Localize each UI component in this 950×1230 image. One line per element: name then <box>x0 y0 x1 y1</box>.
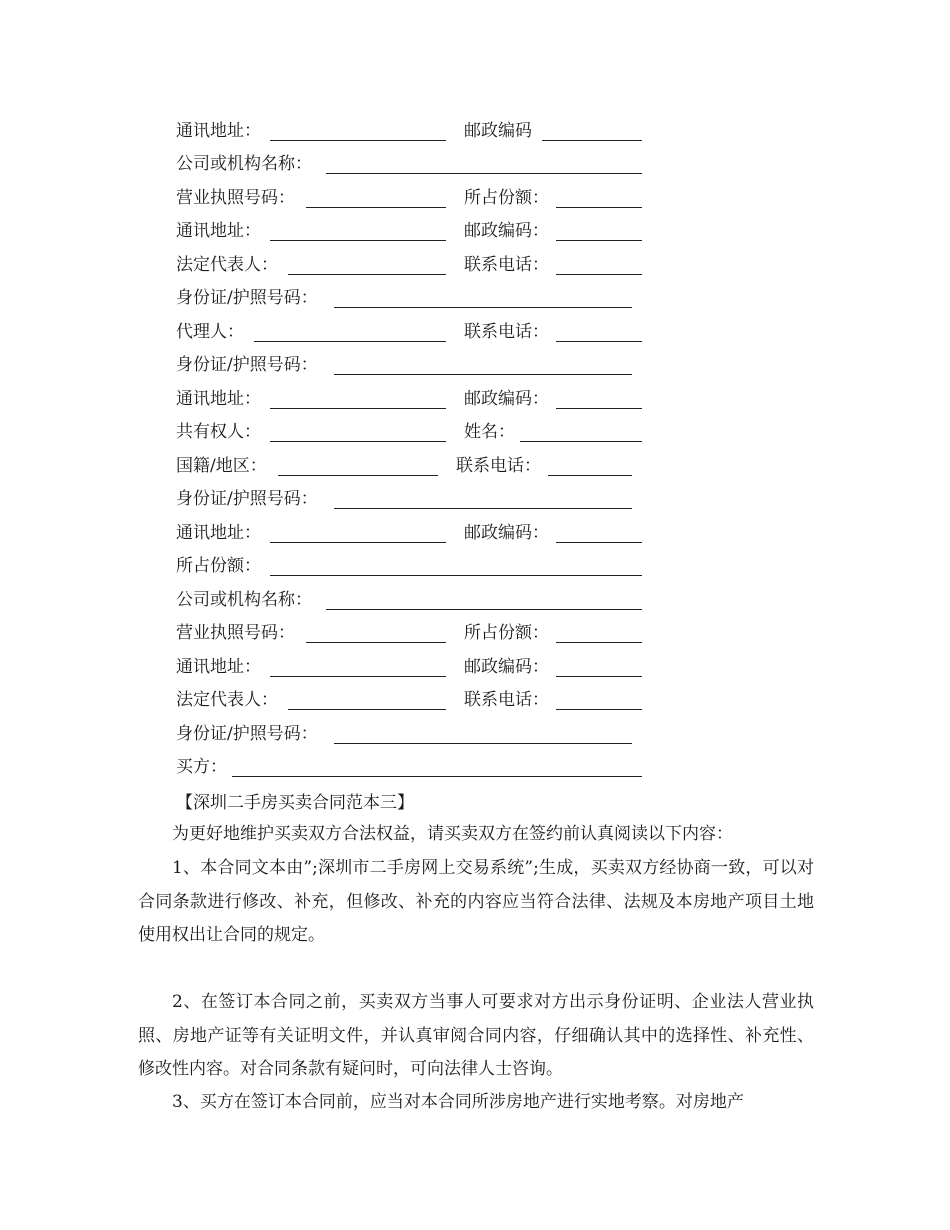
fill-in-blank[interactable] <box>326 173 642 174</box>
field-label: 所占份额： <box>176 556 261 576</box>
fill-in-blank[interactable] <box>270 140 446 141</box>
paragraph-item-3: 3、买方在签订本合同前，应当对本合同所涉房地产进行实地考察。对房地产 <box>172 1092 744 1112</box>
fill-in-blank[interactable] <box>556 408 642 409</box>
field-label: 身份证/护照号码： <box>176 489 318 509</box>
field-label: 所占份额： <box>464 623 549 643</box>
field-label: 通讯地址： <box>176 657 261 677</box>
field-label: 身份证/护照号码： <box>176 288 318 308</box>
field-label: 公司或机构名称： <box>176 154 312 174</box>
field-label: 邮政编码 <box>464 121 532 141</box>
form-row <box>176 285 646 311</box>
fill-in-blank[interactable] <box>556 274 642 275</box>
field-label: 国籍/地区： <box>176 456 267 476</box>
field-label: 公司或机构名称： <box>176 590 312 610</box>
form-row <box>176 620 646 646</box>
field-label: 联系电话： <box>456 456 541 476</box>
fill-in-blank[interactable] <box>232 776 642 777</box>
field-label: 姓名： <box>464 422 515 442</box>
field-label: 身份证/护照号码： <box>176 724 318 744</box>
field-label: 邮政编码： <box>464 657 549 677</box>
fill-in-blank[interactable] <box>556 709 642 710</box>
fill-in-blank[interactable] <box>334 307 632 308</box>
form-row <box>176 319 646 345</box>
fill-in-blank[interactable] <box>270 542 446 543</box>
field-label: 营业执照号码： <box>176 188 295 208</box>
fill-in-blank[interactable] <box>520 441 642 442</box>
fill-in-blank[interactable] <box>334 374 632 375</box>
form-row <box>176 118 646 144</box>
fill-in-blank[interactable] <box>270 408 446 409</box>
fill-in-blank[interactable] <box>306 642 446 643</box>
fill-in-blank[interactable] <box>334 743 632 744</box>
field-label: 联系电话： <box>464 255 549 275</box>
field-label: 代理人： <box>176 322 244 342</box>
fill-in-blank[interactable] <box>270 240 446 241</box>
form-row <box>176 721 646 747</box>
fill-in-blank[interactable] <box>548 475 632 476</box>
paragraph-intro: 为更好地维护买卖双方合法权益，请买卖双方在签约前认真阅读以下内容： <box>172 824 733 844</box>
paragraph-item-1: 1、本合同文本由”;深圳市二手房网上交易系统”;生成，买卖双方经协商一致，可以对合同条款进行修改、补充，但修改、补充的内容应当符合法律、法规及本房地产项目土地使用权出让合同的规定。 <box>138 858 814 946</box>
section-heading: 【深圳二手房买卖合同范本三】 <box>176 793 414 813</box>
field-label: 法定代表人： <box>176 255 278 275</box>
fill-in-blank[interactable] <box>556 542 642 543</box>
fill-in-blank[interactable] <box>334 508 632 509</box>
form-row <box>176 687 646 713</box>
form-row <box>176 218 646 244</box>
field-label: 通讯地址： <box>176 221 261 241</box>
field-label: 邮政编码： <box>464 523 549 543</box>
field-label: 通讯地址： <box>176 121 261 141</box>
form-row <box>176 654 646 680</box>
fill-in-blank[interactable] <box>270 676 446 677</box>
fill-in-blank[interactable] <box>254 341 446 342</box>
field-label: 邮政编码： <box>464 221 549 241</box>
field-label: 通讯地址： <box>176 389 261 409</box>
paragraph-item-2: 2、在签订本合同之前，买卖双方当事人可要求对方出示身份证明、企业法人营业执照、房地产证等有关证明文件，并认真审阅合同内容，仔细确认其中的选择性、补充性、修改性内容。对合同条款有疑问时，可向法律人士咨询。 <box>138 992 814 1080</box>
fill-in-blank[interactable] <box>270 441 446 442</box>
field-label: 法定代表人： <box>176 690 278 710</box>
form-row <box>176 419 646 445</box>
fill-in-blank[interactable] <box>556 207 642 208</box>
field-label: 身份证/护照号码： <box>176 355 318 375</box>
fill-in-blank[interactable] <box>542 140 642 141</box>
fill-in-blank[interactable] <box>278 475 438 476</box>
field-label: 买方： <box>176 757 227 777</box>
fill-in-blank[interactable] <box>556 642 642 643</box>
form-row <box>176 185 646 211</box>
field-label: 联系电话： <box>464 690 549 710</box>
form-row <box>176 486 646 512</box>
fill-in-blank[interactable] <box>306 207 446 208</box>
form-row <box>176 252 646 278</box>
fill-in-blank[interactable] <box>288 274 446 275</box>
field-label: 联系电话： <box>464 322 549 342</box>
field-label: 营业执照号码： <box>176 623 295 643</box>
form-row <box>176 151 646 177</box>
fill-in-blank[interactable] <box>270 575 642 576</box>
form-row <box>176 520 646 546</box>
form-row <box>176 352 646 378</box>
form-row <box>176 453 646 479</box>
fill-in-blank[interactable] <box>556 240 642 241</box>
form-row <box>176 386 646 412</box>
field-label: 所占份额： <box>464 188 549 208</box>
field-label: 通讯地址： <box>176 523 261 543</box>
fill-in-blank[interactable] <box>288 709 446 710</box>
form-row <box>176 587 646 613</box>
field-label: 共有权人： <box>176 422 261 442</box>
field-label: 邮政编码： <box>464 389 549 409</box>
form-row <box>176 553 646 579</box>
fill-in-blank[interactable] <box>326 609 642 610</box>
form-row <box>176 754 646 780</box>
fill-in-blank[interactable] <box>556 341 642 342</box>
fill-in-blank[interactable] <box>556 676 642 677</box>
